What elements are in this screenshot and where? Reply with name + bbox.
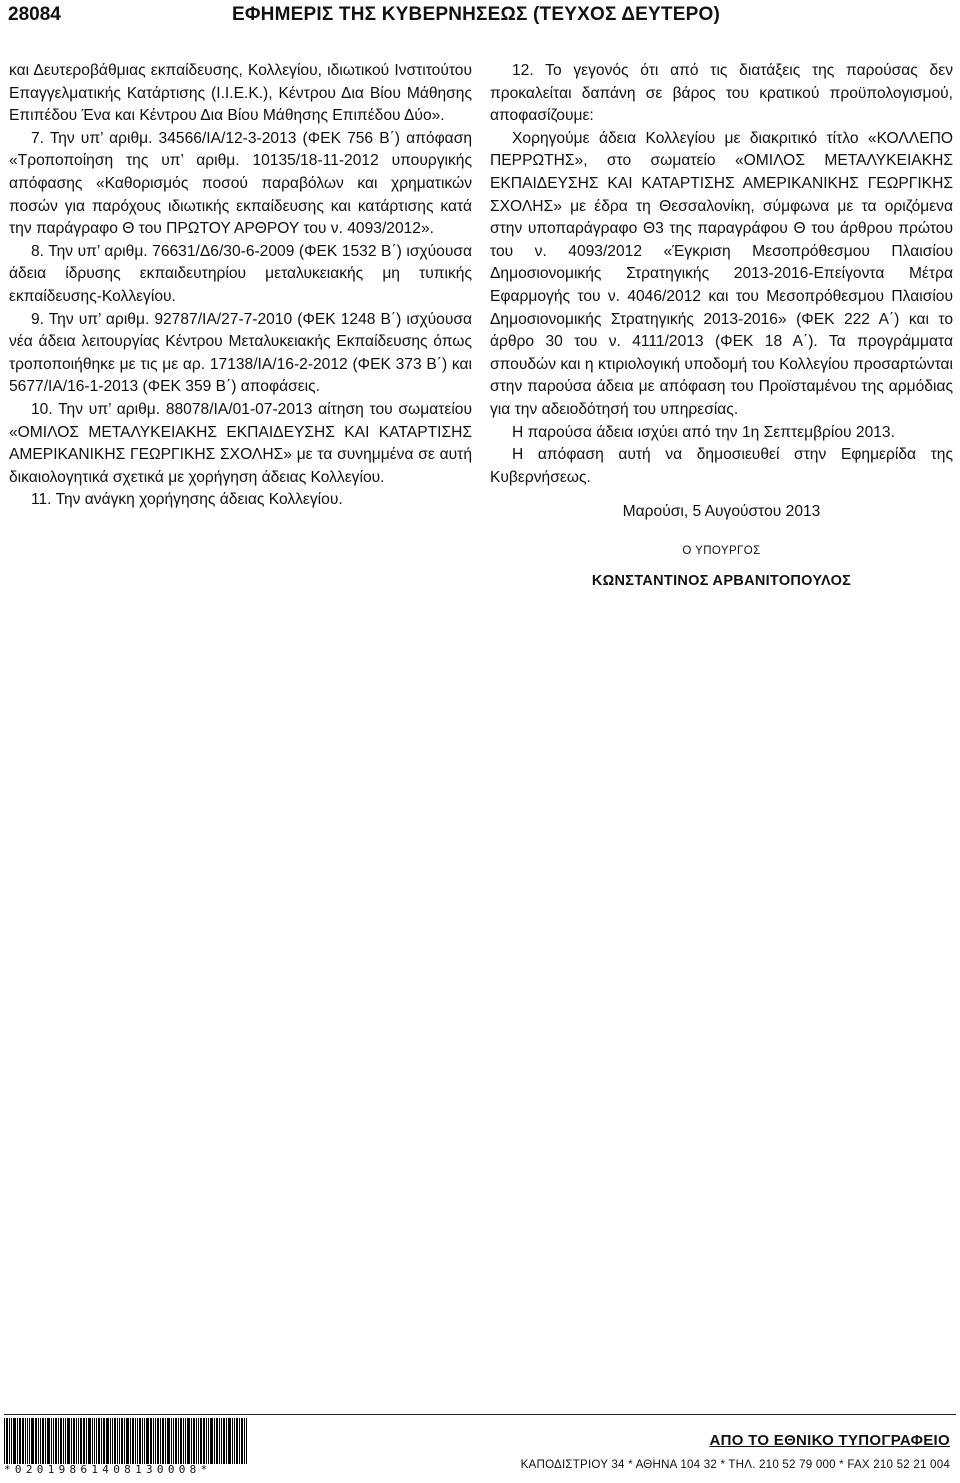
- barcode-bar: [110, 1418, 111, 1464]
- barcode-bar: [76, 1418, 77, 1464]
- paragraph: και Δευτεροβάθμιας εκπαίδευσης, Κολλεγίου, ιδιωτικού Ινστιτούτου Επαγγελματικής Κατάρτισης (Ι.Ι.Ε.Κ.), Κέντρου Δια Βίου Μάθησης Επιπέδου Ένα και Κέντρου Δια Βίου Μάθησης Επιπέδου Δύο».: [9, 62, 472, 125]
- barcode-bar: [121, 1418, 123, 1464]
- barcode-bar: [178, 1418, 179, 1464]
- barcode-bar: [13, 1418, 16, 1464]
- barcode-bar: [246, 1418, 247, 1464]
- printer-address: ΚΑΠΟΔΙΣΤΡΙΟΥ 34 * ΑΘΗΝΑ 104 32 * ΤΗΛ. 210 52 79 000 * FAX 210 52 21 004: [520, 1458, 950, 1471]
- barcode-bar: [203, 1418, 205, 1464]
- gazette-title: ΕΦΗΜΕΡΙΣ ΤΗΣ ΚΥΒΕΡΝΗΣΕΩΣ (ΤΕΥΧΟΣ ΔΕΥΤΕΡΟ): [232, 4, 720, 25]
- barcode-bar: [106, 1418, 109, 1464]
- barcode-bar: [63, 1418, 64, 1464]
- barcode-bar: [171, 1418, 172, 1464]
- printer-name: ΑΠΟ ΤΟ ΕΘΝΙΚΟ ΤΥΠΟΓΡΑΦΕΙΟ: [709, 1432, 950, 1449]
- barcode-bar: [165, 1418, 166, 1464]
- barcode-bar: [88, 1418, 91, 1464]
- barcode-bar: [29, 1418, 30, 1464]
- barcode-bar: [150, 1418, 152, 1464]
- barcode-bar: [80, 1418, 82, 1464]
- paragraph: Η απόφαση αυτή να δημοσιευθεί στην Εφημερίδα της Κυβερνήσεως.: [490, 446, 953, 486]
- paragraph: 11. Την ανάγκη χορήγησης άδειας Κολλεγίου.: [31, 491, 343, 509]
- paragraph: 9. Την υπ’ αριθμ. 92787/ΙΑ/27-7-2010 (ΦΕΚ 1248 Β΄) ισχύουσα νέα άδεια λειτουργίας Κέντρου Μεταλυκειακής Εκπαίδευσης όπως τροποποιήθηκε με τις με αρ. 17138/ΙΑ/16-2-2012 (ΦΕΚ 373 Β΄) και 5677/ΙΑ/16-1-2013 (ΦΕΚ 359 Β΄) αποφάσεις.: [9, 310, 472, 396]
- barcode-bar: [119, 1418, 120, 1464]
- paragraph: 7. Την υπ’ αριθμ. 34566/ΙΑ/12-3-2013 (ΦΕΚ 756 Β΄) απόφαση «Τροποποίηση της υπ’ αριθμ. 10135/18-11-2012 υπουργικής απόφασης «Καθορισμός ποσού παραβόλων και χρηματικών ποσών για παρόχους ιδιωτικής εκπαίδευσης και κατάρτισης κατά την παράγραφο Θ του ΠΡΩΤΟΥ ΑΡΘΡΟΥ του ν. 4093/2012».: [9, 129, 472, 238]
- barcode-bar: [94, 1418, 95, 1464]
- barcode-bar: [216, 1418, 218, 1464]
- barcode-bar: [71, 1418, 72, 1464]
- paragraph: 10. Την υπ’ αριθμ. 88078/ΙΑ/01-07-2013 αίτηση του σωματείου «ΟΜΙΛΟΣ ΜΕΤΑΛΥΚΕΙΑΚΗΣ ΕΚΠΑΙΔΕΥΣΗΣ ΚΑΙ ΚΑΤΑΡΤΙΣΗΣ ΑΜΕΡΙΚΑΝΙΚΗΣ ΓΕΩΡΓΙΚΗΣ ΣΧΟΛΗΣ» με τα συνημμένα σε αυτή δικαιολογητικά σχετικά με χορήγηση άδειας Κολλεγίου.: [9, 400, 472, 486]
- barcode-bar: [223, 1418, 225, 1464]
- barcode-bar: [35, 1418, 37, 1464]
- barcode-bar: [244, 1418, 245, 1464]
- place-date: Μαρούσι, 5 Αυγούστου 2013: [622, 503, 821, 521]
- minister-title: Ο ΥΠΟΥΡΓΟΣ: [682, 544, 761, 557]
- barcode-bar: [234, 1418, 235, 1464]
- barcode-bar: [144, 1418, 145, 1464]
- barcode-bar: [112, 1418, 113, 1464]
- barcode-number: *02019861408130008*: [4, 1463, 212, 1476]
- barcode-bar: [206, 1418, 207, 1464]
- barcode-bar: [19, 1418, 21, 1464]
- barcode-bar: [187, 1418, 190, 1464]
- barcode-bar: [139, 1418, 141, 1464]
- barcode-bar: [60, 1418, 62, 1464]
- paragraph: Χορηγούμε άδεια Κολλεγίου με διακριτικό τίτλο «ΚΟΛΛΕΠΟ ΠΕΡΡΩΤΗΣ», στο σωματείο «ΟΜΙΛΟΣ ΜΕΤΑΛΥΚΕΙΑΚΗΣ ΕΚΠΑΙΔΕΥΣΗΣ ΚΑΙ ΚΑΤΑΡΤΙΣΗΣ ΑΜΕΡΙΚΑΝΙΚΗΣ ΓΕΩΡΓΙΚΗΣ ΣΧΟΛΗΣ» με έδρα τη Θεσσαλονίκη, σύμφωνα με τα οριζόμενα στην υποπαράγραφο Θ3 της παραγράφου Θ του άρθρου πρώτου του ν. 4093/2012 «Έγκριση Μεσοπρόθεσμου Πλαισίου Δημοσιονομικής Στρατηγικής 2013-2016-Επείγοντα Μέτρα Εφαρμογής του ν. 4046/2012 και του Μεσοπρόθεσμου Πλαισίου Δημοσιονομικής Στρατηγικής 2013-2016» (ΦΕΚ 222 Α΄) και το άρθρο 30 του ν. 4111/2013 (ΦΕΚ 18 Α΄). Τα προγράμματα σπουδών και η κτιριολογική υποδομή του Κολλεγίου προσαρτώνται στην παρούσα άδεια με απόφαση του Προϊσταμένου της αρμόδιας για την αδειοδότησή του υπηρεσίας.: [490, 129, 953, 418]
- barcode-bar: [78, 1418, 79, 1464]
- barcode-bar: [239, 1418, 240, 1464]
- barcode-bar: [132, 1418, 134, 1464]
- barcode-bar: [42, 1418, 44, 1464]
- barcode-bar: [67, 1418, 70, 1464]
- barcode-bar: [162, 1418, 164, 1464]
- barcode-bar: [135, 1418, 136, 1464]
- barcode-bar: [226, 1418, 227, 1464]
- barcode-bar: [38, 1418, 39, 1464]
- barcode-bar: [124, 1418, 125, 1464]
- barcode-bar: [191, 1418, 192, 1464]
- barcode-bar: [9, 1418, 10, 1464]
- paragraph: 12. Το γεγονός ότι από τις διατάξεις της παρούσας δεν προκαλείται δαπάνη σε βάρος του κρατικού προϋπολογισμού, αποφασίζουμε:: [490, 62, 953, 125]
- barcode-bar: [160, 1418, 161, 1464]
- barcode-bar: [126, 1418, 129, 1464]
- barcode-bar: [58, 1418, 59, 1464]
- barcode-bar: [153, 1418, 154, 1464]
- barcode-bar: [103, 1418, 105, 1464]
- barcode-bar: [98, 1418, 100, 1464]
- barcode-bar: [137, 1418, 138, 1464]
- barcode-bar: [221, 1418, 222, 1464]
- barcode-bar: [214, 1418, 215, 1464]
- barcode-bar: [241, 1418, 243, 1464]
- barcode-bar: [92, 1418, 93, 1464]
- barcode-bar: [196, 1418, 197, 1464]
- barcode-bar: [180, 1418, 182, 1464]
- barcode-bar: [55, 1418, 57, 1464]
- barcode-bar: [40, 1418, 41, 1464]
- footer-divider: [4, 1414, 956, 1415]
- barcode-bar: [155, 1418, 156, 1464]
- right-column: [490, 60, 953, 593]
- barcode-bar: [65, 1418, 66, 1464]
- paragraph: Η παρούσα άδεια ισχύει από την 1η Σεπτεμβρίου 2013.: [512, 423, 895, 441]
- barcode-bar: [183, 1418, 184, 1464]
- minister-name: ΚΩΝΣΤΑΝΤΙΝΟΣ ΑΡΒΑΝΙΤΟΠΟΥΛΟΣ: [591, 573, 852, 590]
- barcode-bar: [53, 1418, 54, 1464]
- barcode-bar: [45, 1418, 46, 1464]
- barcode-bar: [167, 1418, 170, 1464]
- page-header: [0, 0, 960, 32]
- barcode-bar: [142, 1418, 143, 1464]
- barcode-bar: [114, 1418, 116, 1464]
- barcode-bar: [11, 1418, 12, 1464]
- barcode-bar: [117, 1418, 118, 1464]
- barcode-bar: [200, 1418, 202, 1464]
- barcode-bar: [6, 1418, 8, 1464]
- barcode-bar: [25, 1418, 26, 1464]
- barcode-bar: [17, 1418, 18, 1464]
- barcode-bar: [96, 1418, 97, 1464]
- barcode-bar: [232, 1418, 233, 1464]
- barcode-bar: [228, 1418, 231, 1464]
- left-column: [9, 60, 472, 512]
- barcode-bar: [73, 1418, 75, 1464]
- barcode-bar: [83, 1418, 85, 1464]
- barcode-bar: [193, 1418, 195, 1464]
- barcode-bar: [31, 1418, 34, 1464]
- barcode-bar: [210, 1418, 213, 1464]
- barcode-bar: [22, 1418, 24, 1464]
- barcode-bar: [198, 1418, 199, 1464]
- barcode-bar: [208, 1418, 209, 1464]
- barcode-bar: [146, 1418, 149, 1464]
- barcode-bar: [157, 1418, 159, 1464]
- barcode-bar: [130, 1418, 131, 1464]
- barcode-bar: [4, 1418, 5, 1464]
- page-number: 28084: [8, 4, 61, 25]
- barcode-bar: [51, 1418, 52, 1464]
- barcode-bar: [175, 1418, 177, 1464]
- barcode-bar: [101, 1418, 102, 1464]
- barcode-bar: [236, 1418, 238, 1464]
- barcode-icon: [4, 1418, 294, 1464]
- barcode-bar: [185, 1418, 186, 1464]
- barcode-bar: [173, 1418, 174, 1464]
- barcode-bar: [219, 1418, 220, 1464]
- barcode-bar: [27, 1418, 28, 1464]
- barcode-bar: [47, 1418, 50, 1464]
- paragraph: 8. Την υπ’ αριθμ. 76631/Δ6/30-6-2009 (ΦΕΚ 1532 Β΄) ισχύουσα άδεια ίδρυσης εκπαιδευτηρίου μεταλυκειακής μη τυπικής εκπαίδευσης-Κολλεγίου.: [9, 242, 472, 305]
- barcode-bar: [86, 1418, 87, 1464]
